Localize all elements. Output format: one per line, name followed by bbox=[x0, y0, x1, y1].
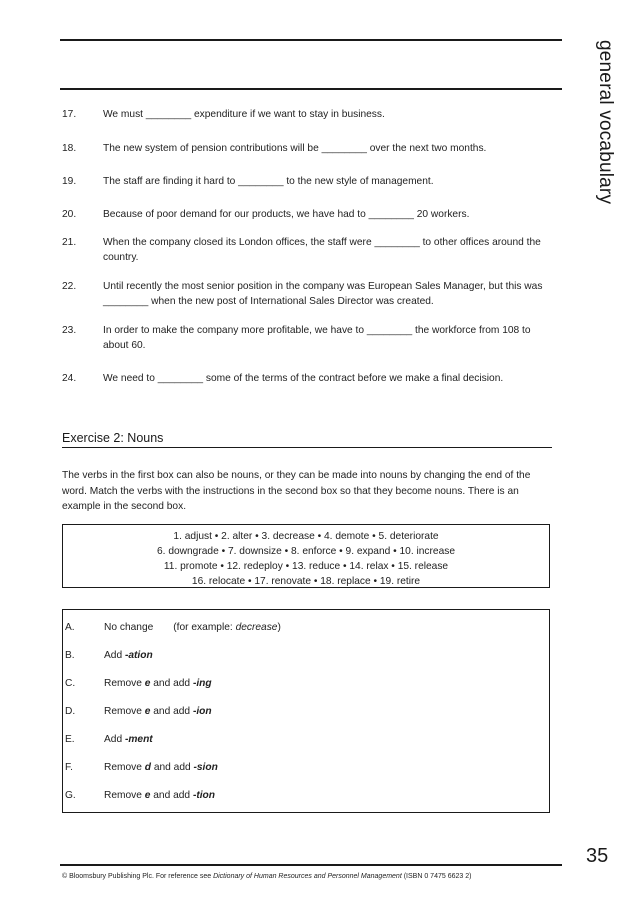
footer-book-title: Dictionary of Human Resources and Personnel Management bbox=[213, 873, 402, 880]
example-suffix: ) bbox=[277, 622, 281, 633]
verb-box bbox=[62, 524, 550, 588]
top-rule bbox=[60, 39, 562, 41]
question-number: 21. bbox=[62, 237, 77, 248]
instruction-row bbox=[63, 676, 549, 691]
instruction-row bbox=[63, 648, 549, 663]
footer-prefix: © Bloomsbury Publishing Plc. For reference see bbox=[62, 873, 214, 880]
example-word: decrease bbox=[235, 622, 278, 633]
question-text: When the company closed its London offices, the staff were ________ to other offices around the country. bbox=[103, 237, 541, 263]
instruction-mid: and add bbox=[151, 762, 194, 773]
instruction-row bbox=[63, 620, 549, 635]
instruction-remove: e bbox=[144, 790, 151, 801]
instruction-letter: A. bbox=[65, 622, 75, 633]
page-number: 35 bbox=[586, 845, 609, 867]
verb-line: 1. adjust • 2. alter • 3. decrease • 4. demote • 5. deteriorate bbox=[173, 531, 439, 542]
instruction-text bbox=[104, 788, 215, 803]
instruction-suffix: -ion bbox=[192, 706, 212, 717]
instruction-letter: C. bbox=[65, 678, 76, 689]
instruction-text bbox=[104, 676, 212, 691]
instruction-pre: Remove bbox=[104, 790, 145, 801]
instruction-pre: Add bbox=[104, 650, 125, 661]
instruction-pre: Add bbox=[104, 734, 125, 745]
instruction-pre: Remove bbox=[104, 678, 145, 689]
question-text: The staff are finding it hard to ________ to the new style of management. bbox=[103, 176, 434, 187]
section-side-title: general vocabulary bbox=[595, 40, 616, 205]
instruction-letter: E. bbox=[65, 734, 75, 745]
verb-line: 6. downgrade • 7. downsize • 8. enforce • 9. expand • 10. increase bbox=[157, 546, 455, 557]
instruction-pre: Remove bbox=[104, 706, 145, 717]
question-text: The new system of pension contributions will be ________ over the next two months. bbox=[103, 143, 487, 154]
question-number: 22. bbox=[62, 281, 77, 292]
instruction-text bbox=[104, 648, 153, 663]
instruction-text bbox=[104, 704, 212, 719]
instruction-suffix: -ing bbox=[192, 678, 212, 689]
instruction-remove: d bbox=[144, 762, 151, 773]
instruction-text bbox=[104, 760, 218, 775]
question-number: 20. bbox=[62, 209, 77, 220]
instruction-suffix: -tion bbox=[192, 790, 215, 801]
instruction-mid: and add bbox=[150, 706, 193, 717]
question-number: 17. bbox=[62, 109, 77, 120]
instruction-letter: D. bbox=[65, 706, 76, 717]
exercise-intro: The verbs in the first box can also be nouns, or they can be made into nouns by changing the end of the word. Match the verbs with the instructions in the second box so that they become nouns. There is an example in the second box. bbox=[62, 470, 531, 512]
instruction-text bbox=[104, 620, 281, 635]
instruction-pre: Remove bbox=[104, 762, 145, 773]
instruction-mid: and add bbox=[150, 790, 193, 801]
footer-rule bbox=[60, 864, 562, 866]
footer-suffix: (ISBN 0 7475 6623 2) bbox=[401, 873, 472, 880]
header-rule bbox=[60, 88, 562, 90]
instruction-suffix: -ation bbox=[124, 650, 153, 661]
instruction-main: No change bbox=[104, 622, 154, 633]
instruction-suffix: -ment bbox=[124, 734, 153, 745]
exercise-title: Exercise 2: Nouns bbox=[62, 431, 552, 448]
instruction-row bbox=[63, 760, 549, 775]
question-text: Until recently the most senior position in the company was European Sales Manager, but this was ________ when the new post of International Sales Director was created. bbox=[103, 281, 543, 307]
question-text: We need to ________ some of the terms of the contract before we make a final decision. bbox=[103, 373, 504, 384]
question-number: 23. bbox=[62, 325, 77, 336]
instruction-letter: B. bbox=[65, 650, 75, 661]
question-text: Because of poor demand for our products, we have had to ________ 20 workers. bbox=[103, 209, 470, 220]
question-text: In order to make the company more profitable, we have to ________ the workforce from 108 to about 60. bbox=[103, 325, 531, 351]
example-prefix: (for example: bbox=[173, 622, 236, 633]
question-number: 24. bbox=[62, 373, 77, 384]
question-number: 18. bbox=[62, 143, 77, 154]
instruction-suffix: -sion bbox=[193, 762, 218, 773]
instruction-letter: G. bbox=[65, 790, 76, 801]
instruction-mid: and add bbox=[150, 678, 193, 689]
question-text: We must ________ expenditure if we want to stay in business. bbox=[103, 109, 385, 120]
verb-line: 16. relocate • 17. renovate • 18. replace • 19. retire bbox=[191, 576, 421, 587]
instruction-row bbox=[63, 732, 549, 747]
instruction-row bbox=[63, 788, 549, 803]
copyright-footer bbox=[62, 873, 471, 880]
instruction-letter: F. bbox=[65, 762, 73, 773]
question-number: 19. bbox=[62, 176, 77, 187]
instruction-box bbox=[62, 609, 550, 813]
instruction-remove: e bbox=[144, 678, 151, 689]
instruction-row bbox=[63, 704, 549, 719]
instruction-text bbox=[104, 732, 153, 747]
instruction-remove: e bbox=[144, 706, 151, 717]
verb-line: 11. promote • 12. redeploy • 13. reduce • 14. relax • 15. release bbox=[163, 561, 449, 572]
